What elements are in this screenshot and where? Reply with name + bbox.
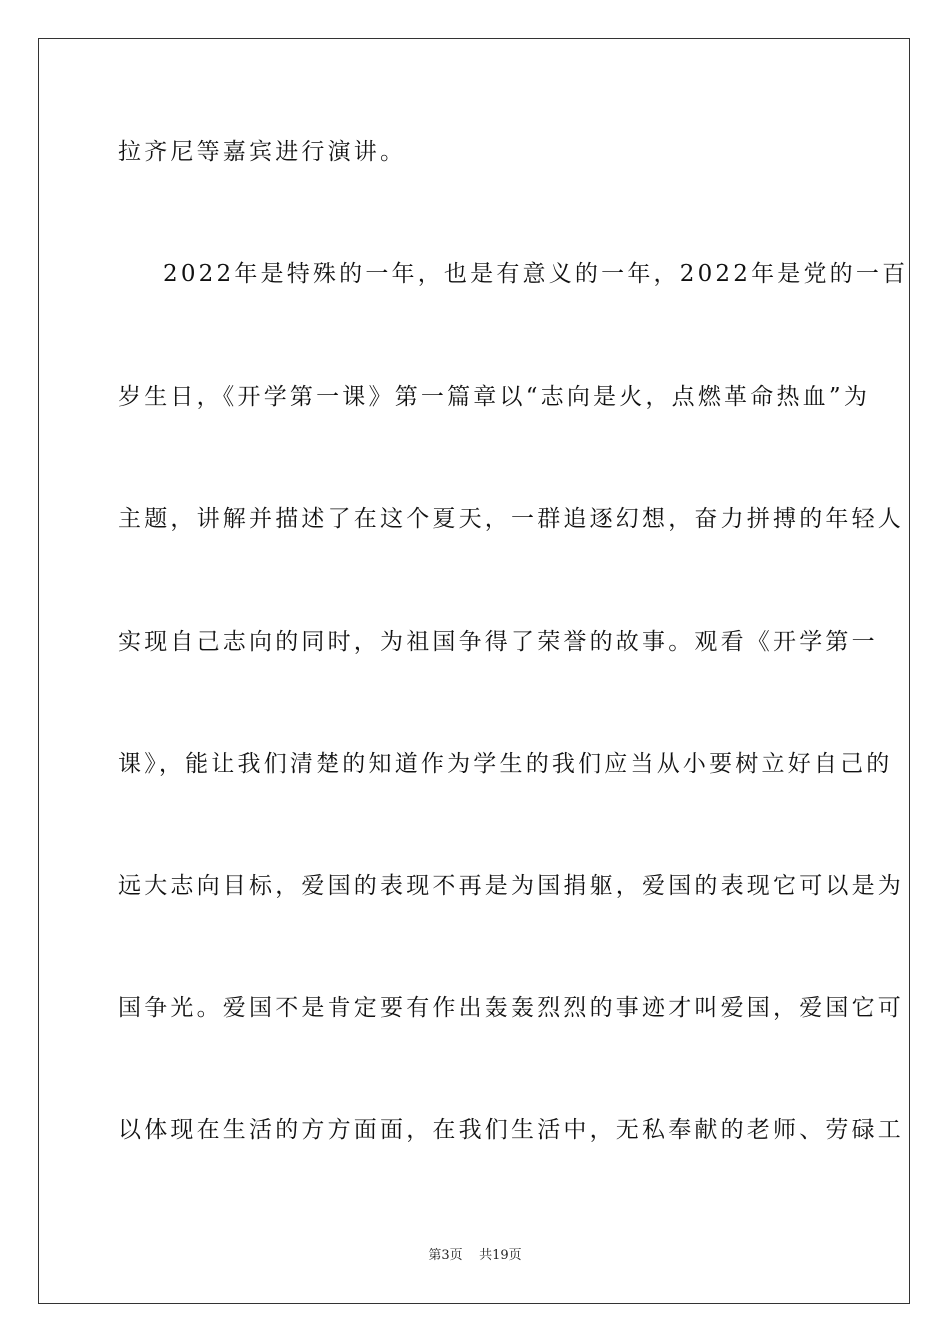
page-total: 共19页 [479, 1248, 522, 1263]
text-line: 国争光。爱国不是肯定要有作出轰轰烈烈的事迹才叫爱国，爱国它可 [118, 995, 904, 1021]
text-line: 实现自己志向的同时，为祖国争得了荣誉的故事。观看《开学第一 [118, 629, 878, 655]
page-footer [0, 1247, 950, 1265]
text-line: 岁生日，《开学第一课》第一篇章以“志向是火，点燃革命热血”为 [118, 384, 871, 410]
text-line: 主题，讲解并描述了在这个夏天，一群追逐幻想，奋力拼搏的年轻人 [118, 506, 904, 532]
text-line: 拉齐尼等嘉宾进行演讲。 [118, 139, 407, 165]
text-line: 以体现在生活的方方面面，在我们生活中，无私奉献的老师、劳碌工 [118, 1117, 904, 1143]
text-line: 课》，能让我们清楚的知道作为学生的我们应当从小要树立好自己的 [118, 751, 893, 777]
page-number: 第3页 [428, 1248, 463, 1263]
paragraph-first-line: 2022年是特殊的一年，也是有意义的一年，2022年是党的一百 [163, 261, 909, 287]
text-line: 远大志向目标，爱国的表现不再是为国捐躯，爱国的表现它可以是为 [118, 873, 904, 899]
